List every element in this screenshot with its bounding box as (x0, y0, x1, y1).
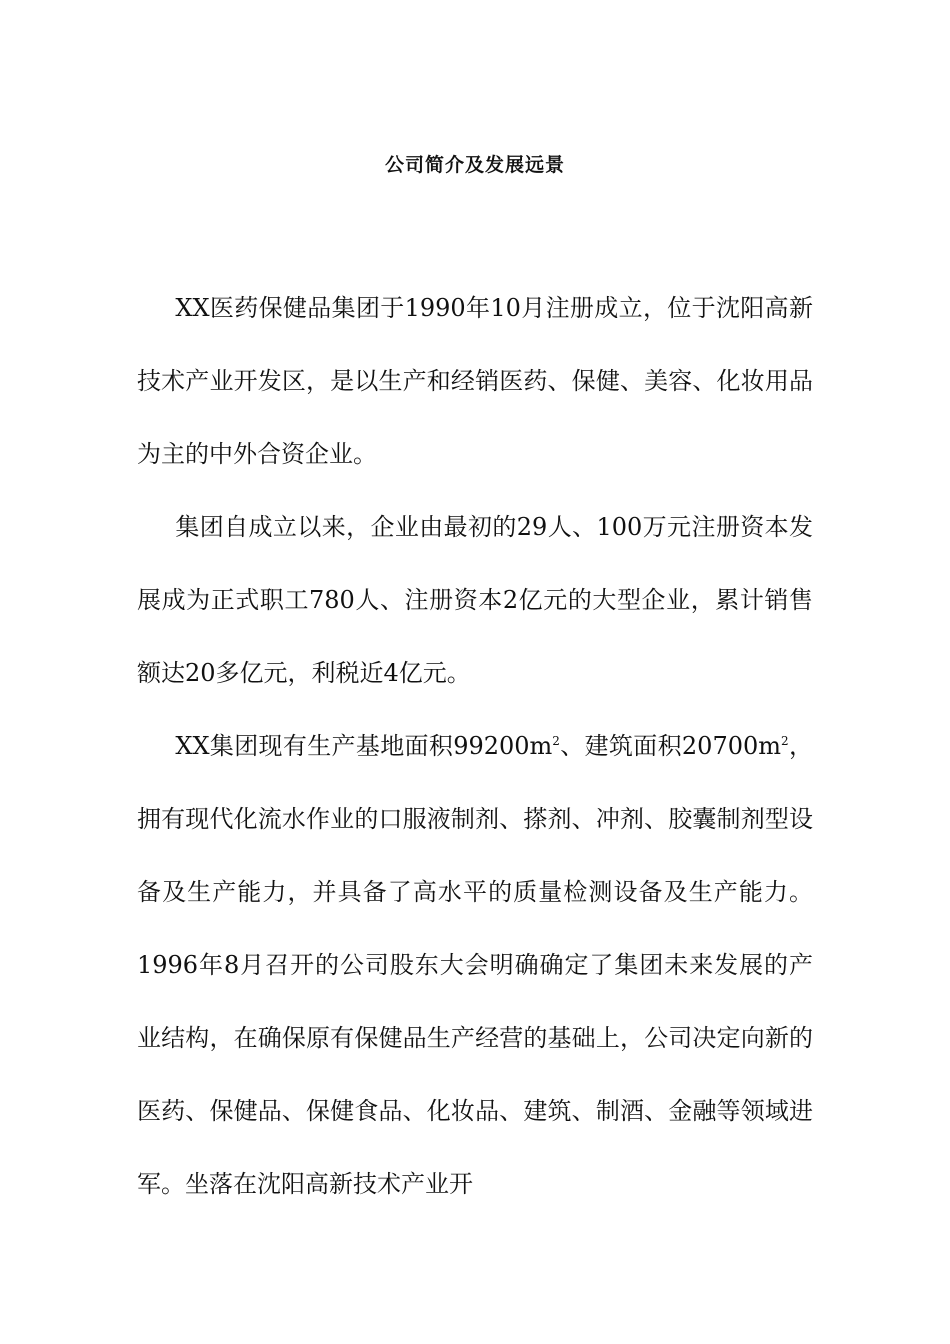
paragraph-text: XX医药保健品集团于1990年10月注册成立，位于沈阳高新技术产业开发区，是以生产和经销医药、保健、美容、化妆用品为主的中外合资企业。 (137, 294, 813, 468)
superscript-square: 2 (552, 734, 560, 748)
paragraph-production-base (137, 710, 813, 1221)
paragraph-text: 、建筑面积20700m (559, 732, 782, 760)
document-body (137, 272, 813, 1221)
document-title: 公司简介及发展远景 (384, 154, 565, 176)
paragraph-company-growth (137, 491, 813, 710)
paragraph-company-intro (137, 272, 813, 491)
paragraph-text: XX集团现有生产基地面积99200m (175, 732, 553, 760)
superscript-square: 2 (781, 734, 789, 748)
paragraph-text: 集团自成立以来，企业由最初的29人、100万元注册资本发展成为正式职工780人、注册资本2亿元的大型企业，累计销售额达20多亿元，利税近4亿元。 (137, 513, 813, 687)
paragraph-text: ，拥有现代化流水作业的口服液制剂、搽剂、冲剂、胶囊制剂型设备及生产能力，并具备了高水平的质量检测设备及生产能力。1996年8月召开的公司股东大会明确确定了集团未来发展的产业结构，在确保原有保健品生产经营的基础上，公司决定向新的医药、保健品、保健食品、化妆品、建筑、制酒、金融等领域进军。坐落在沈阳高新技术产业开 (137, 732, 814, 1198)
